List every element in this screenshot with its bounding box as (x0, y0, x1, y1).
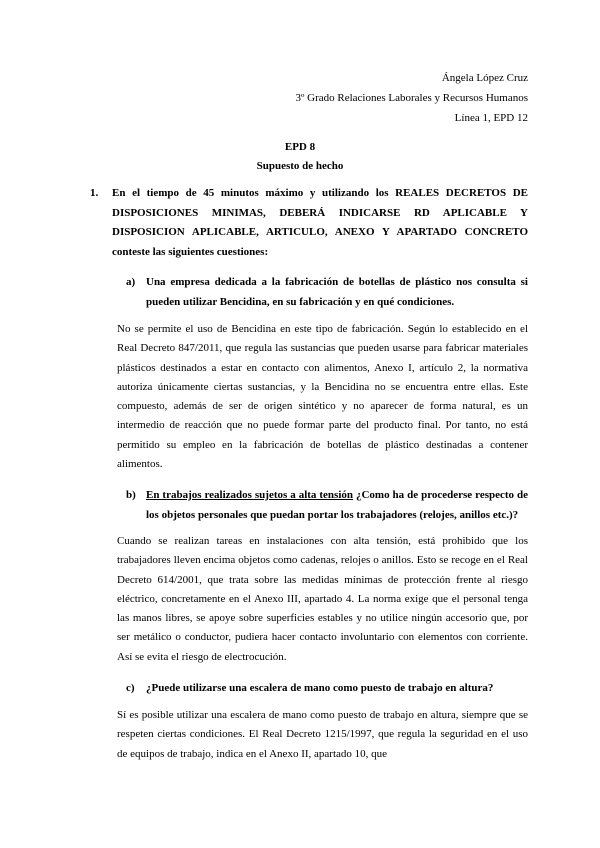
document-subtitle: Supuesto de hecho (256, 160, 344, 172)
question-number: 1. (90, 187, 99, 199)
item-c-letter: c) (126, 682, 135, 694)
item-b-question-underlined: En trabajos realizados sujetos a alta tensión (146, 489, 354, 501)
item-a-letter: a) (126, 276, 136, 288)
item-c-answer-text: Sí es posible utilizar una escalera de mano como puesto de trabajo en altura, siempre que se respeten ciertas condiciones. El Real Decreto 1215/1997, que regula la seguridad en el uso de equipos de trabajo, indica en el Anexo II, apartado 10, que (117, 709, 528, 760)
item-a-question: Una empresa dedicada a la fabricación de botellas de plástico nos consulta si pueden utilizar Bencidina, en su fabricación y en qué condiciones. (146, 276, 528, 308)
item-b-letter: b) (126, 489, 136, 501)
question-tail: conteste las siguientes cuestiones: (112, 245, 269, 258)
item-a-answer-text: No se permite el uso de Bencidina en este tipo de fabricación. Según lo establecido en el Real Decreto 847/2011, que regula las sustancias que pueden usarse para fabricar materiales plásticos destinados a estar en contacto con alimentos, Anexo I, artículo 2, la normativa autoriza únicamente ciertas sustancias, y la Bencidina no se encuentra entre ellas. Este compuesto, además de ser de origen sintético y no aparecer de forma natural, es un intermedio de reacción que no puede formar parte del producto final. Por tanto, no está permitido su empleo en la fabricación de botellas de plástico destinadas a contener alimentos. (117, 323, 528, 471)
document-title: EPD 8 (284, 141, 316, 153)
item-b-question-rest: ¿Como ha de procederse respecto de los objetos personales que puedan portar los trabajadores (relojes, anillos etc.)? (146, 489, 529, 521)
course-name: 3º Grado Relaciones Laborales y Recursos Humanos (295, 92, 528, 104)
item-c-answer (117, 706, 528, 764)
item-c-question: ¿Puede utilizarse una escalera de mano como puesto de trabajo en altura? (146, 682, 494, 694)
item-b-answer-text: Cuando se realizan tareas en instalaciones con alta tensión, está prohibido que los trabajadores lleven encima objetos como cadenas, relojes o anillos. Esto se recoge en el Real Decreto 614/2001, que trata sobre las medidas mínimas de protección frente al riesgo eléctrico, concretamente en el Anexo III, apartado 4. La norma exige que el personal tenga las manos libres, se apoye sobre superficies estables y no utilice ningún accesorio que, por ser metálico o conductor, pudiera hacer contacto involuntario con elementos con corriente. Así se evita el riesgo de electrocución. (117, 535, 528, 663)
item-a-answer (117, 320, 528, 474)
group-line: Línea 1, EPD 12 (454, 112, 528, 124)
question-statement: En el tiempo de 45 minutos máximo y utilizando los REALES DECRETOS DE DISPOSICIONES MINIMAS, DEBERÁ INDICARSE RD APLICABLE Y DISPOSICION APLICABLE, ARTICULO, ANEXO Y APARTADO CONCRETO (112, 187, 528, 238)
item-b-answer (117, 532, 528, 667)
question-text (112, 184, 528, 262)
author-name: Ángela López Cruz (441, 72, 528, 84)
item-b-question (146, 486, 528, 525)
